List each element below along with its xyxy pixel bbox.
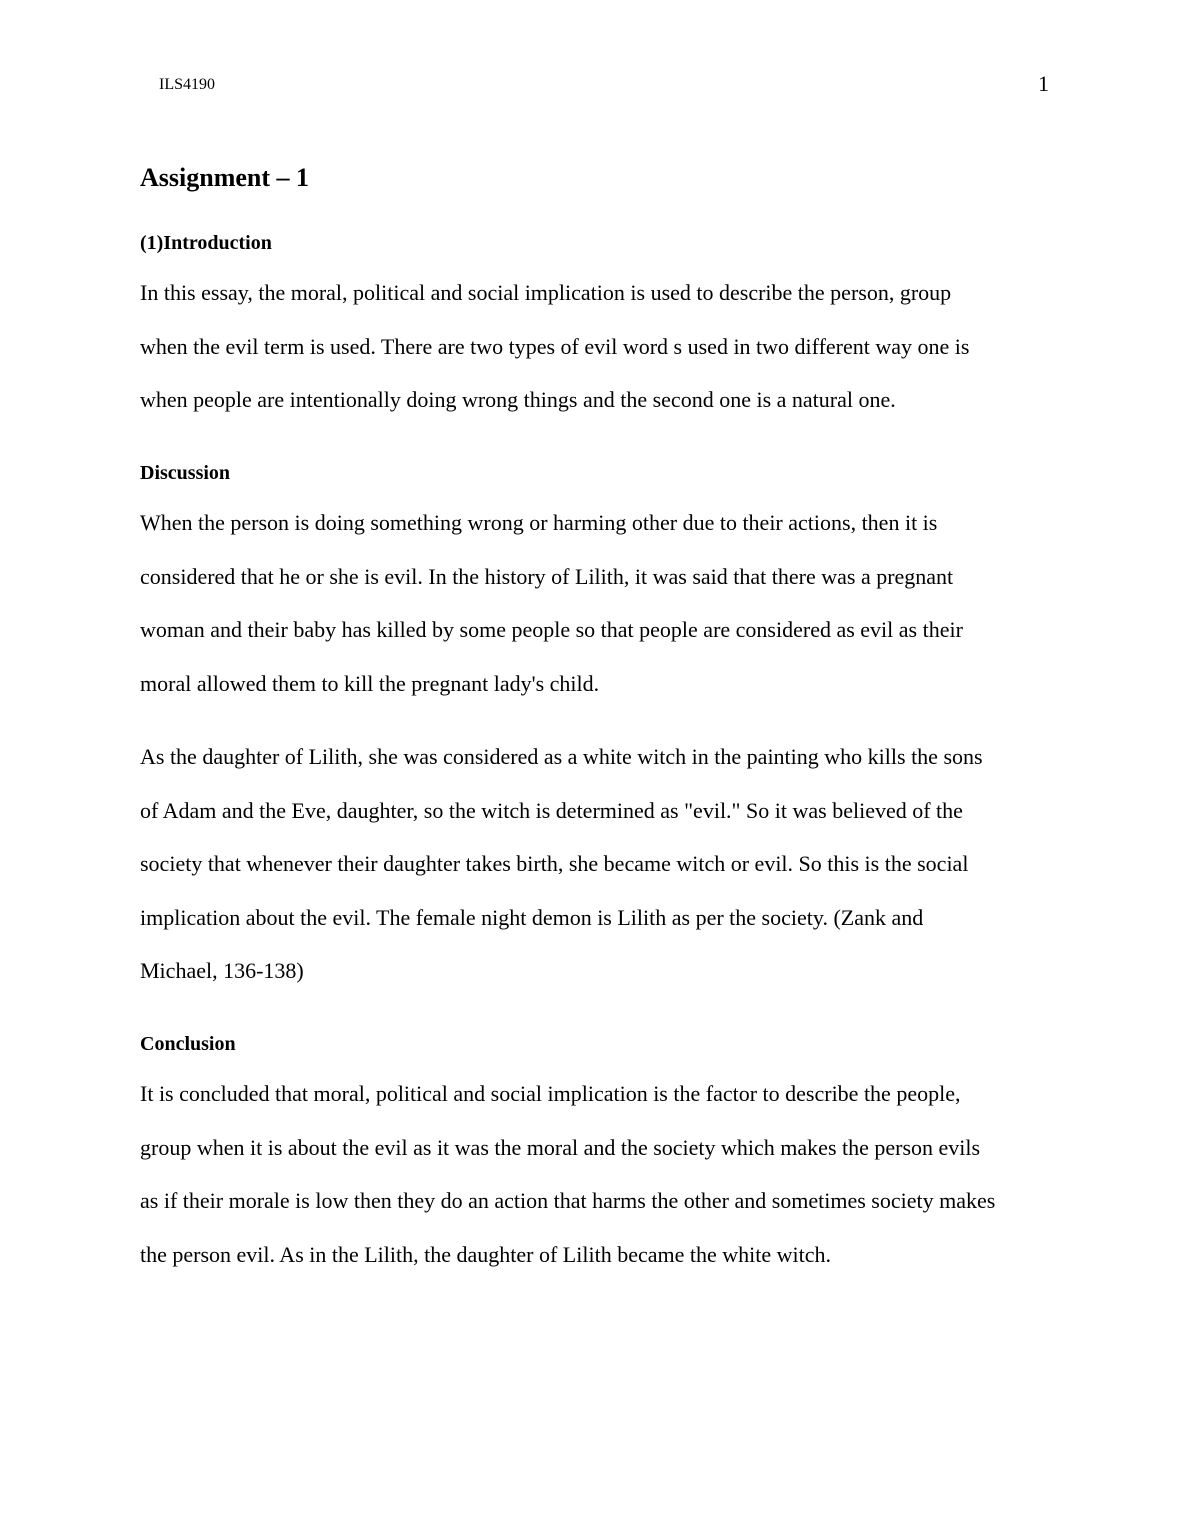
discussion-paragraph-1: [140, 510, 1055, 724]
text-line: considered that he or she is evil. In the history of Lilith, it was said that there was a pregnant: [140, 563, 954, 589]
text-line: Michael, 136-138): [140, 958, 304, 984]
text-line: implication about the evil. The female night demon is Lilith as per the society. (Zank and: [140, 904, 924, 930]
text-line: as if their morale is low then they do an action that harms the other and sometimes society makes: [140, 1188, 996, 1214]
document-title: Assignment – 1: [140, 163, 310, 192]
text-line: when people are intentionally doing wrong things and the second one is a natural one.: [140, 387, 896, 413]
text-line: moral allowed them to kill the pregnant lady's child.: [140, 670, 600, 696]
text-line: society that whenever their daughter takes birth, she became witch or evil. So this is the social: [140, 851, 969, 877]
text-line: of Adam and the Eve, daughter, so the witch is determined as "evil." So it was believed of the: [140, 797, 963, 823]
section-heading-introduction: (1)Introduction: [140, 232, 272, 254]
text-line: As the daughter of Lilith, she was considered as a white witch in the painting who kills the sons: [140, 744, 983, 769]
discussion-paragraph-2: [140, 744, 1055, 1012]
text-line: group when it is about the evil as it was the moral and the society which makes the person evils: [140, 1134, 981, 1160]
conclusion-paragraph: [140, 1081, 1055, 1295]
text-line: In this essay, the moral, political and social implication is used to describe the person, group: [140, 280, 952, 305]
text-line: when the evil term is used. There are two types of evil word s used in two different way one is: [140, 333, 970, 359]
text-line: When the person is doing something wrong or harming other due to their actions, then it is: [140, 510, 938, 535]
introduction-paragraph: [140, 280, 1055, 441]
text-line: woman and their baby has killed by some people so that people are considered as evil as their: [140, 617, 963, 643]
text-line: the person evil. As in the Lilith, the daughter of Lilith became the white witch.: [140, 1241, 831, 1267]
page-number: 1: [1038, 71, 1049, 96]
text-line: It is concluded that moral, political and social implication is the factor to describe the people,: [140, 1081, 961, 1106]
section-heading-discussion: Discussion: [140, 462, 231, 484]
section-heading-conclusion: Conclusion: [140, 1033, 236, 1055]
running-head: ILS4190: [159, 76, 215, 93]
